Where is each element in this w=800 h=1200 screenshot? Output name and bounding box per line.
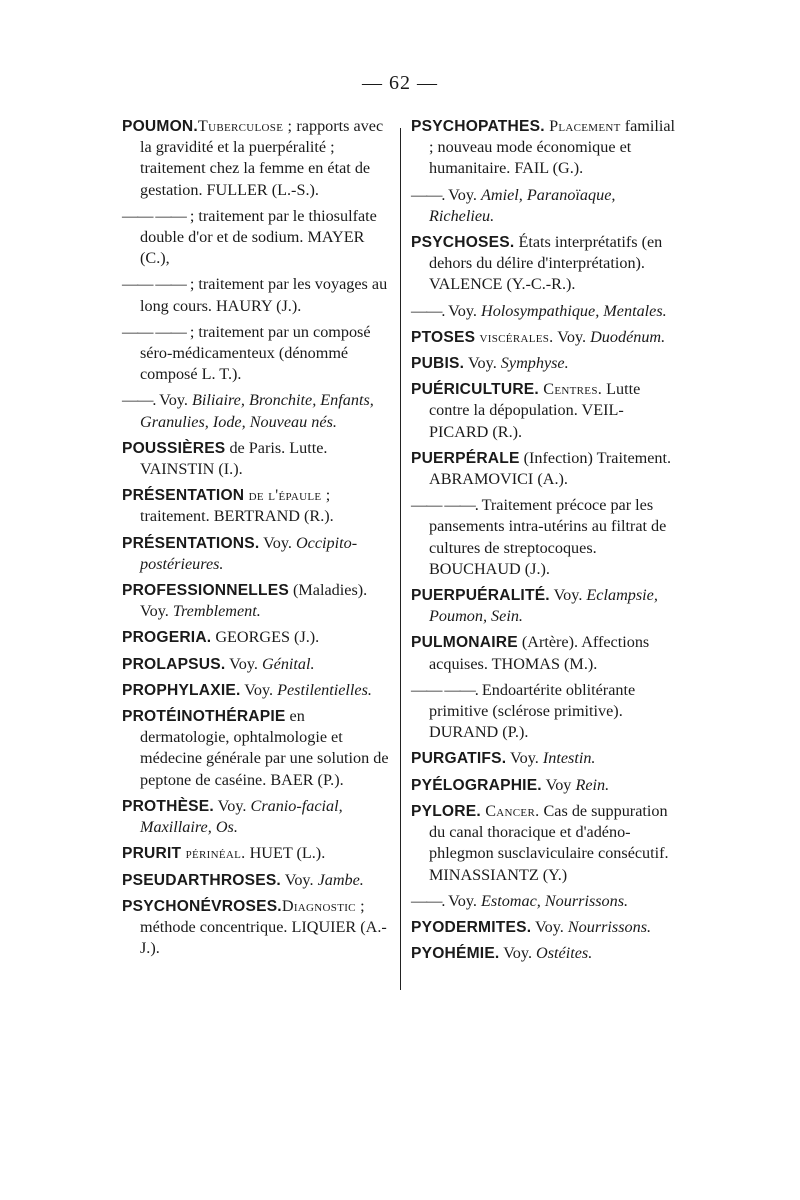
- entry-keyword: PROFESSIONNELLES: [122, 582, 289, 600]
- entry-subject: périnéal.: [181, 844, 246, 863]
- entry-text: (Artère). Affections acquises. THOMAS (M.).: [429, 633, 650, 673]
- entry-text: Voy.: [444, 891, 482, 910]
- index-entry: [122, 680, 390, 701]
- entry-dash: ——.: [411, 891, 445, 910]
- entry-text: en dermatologie, ophtalmologie et médecine générale par une solution de peptone de caséine. BAER (P.).: [140, 707, 389, 789]
- entry-subject: Diagnostic ;: [281, 896, 365, 915]
- entry-reference: Amiel, Paranoïaque, Richelieu.: [429, 185, 616, 225]
- index-entry: [122, 322, 390, 386]
- index-entry: [411, 448, 683, 490]
- entry-subject: de l'épaule ;: [244, 486, 331, 505]
- entry-text: Traitement précoce par les pansements intra-utérins au filtrat de cultures de streptocoques. BOUCHAUD (J.).: [429, 496, 667, 578]
- index-entry: [411, 632, 683, 674]
- entry-text: ; traitement par le thiosulfate double d'or et de sodium. MAYER (C.),: [140, 206, 377, 268]
- entry-text: Lutte contre la dépopulation. VEIL-PICARD (R.).: [429, 380, 641, 441]
- entry-text: ; traitement par les voyages au long cours. HAURY (J.).: [140, 275, 388, 315]
- entry-dash: —— ——.: [411, 496, 478, 515]
- column-divider: [400, 128, 401, 990]
- entry-dash: —— ——: [122, 322, 186, 341]
- left-column: [122, 116, 390, 964]
- index-entry: [122, 206, 390, 270]
- index-entry: [122, 485, 390, 527]
- entry-reference: Cranio-facial, Maxillaire, Os.: [140, 796, 343, 837]
- entry-reference: Symphyse.: [500, 354, 569, 373]
- entry-keyword: PSYCHOSES.: [411, 234, 515, 252]
- index-entry: [411, 232, 683, 296]
- entry-keyword: PYLORE.: [411, 802, 481, 820]
- entry-text: Voy.: [240, 680, 278, 699]
- entry-text: Voy.: [225, 654, 262, 673]
- index-entry: [411, 585, 683, 627]
- entry-text: ; traitement par un composé séro-médicamenteux (dénommé composé L. T.).: [140, 322, 371, 384]
- index-entry: [411, 379, 683, 443]
- entry-keyword: PRÉSENTATION: [122, 487, 245, 505]
- entry-text: Voy.: [155, 391, 193, 410]
- entry-text: GEORGES (J.).: [211, 628, 320, 647]
- entry-reference: Biliaire, Bronchite, Enfants, Granulies, Iode, Nouveau nés.: [140, 391, 374, 431]
- index-entry: [122, 706, 390, 791]
- entry-keyword: PSEUDARTHROSES.: [122, 871, 281, 889]
- entry-keyword: PUERPUÉRALITÉ.: [411, 587, 550, 605]
- entry-text: Cas de suppuration du canal thoracique et d'adéno-phlegmon susclaviculaire consécutif. MINASSIANTZ (Y.): [429, 801, 669, 884]
- entry-reference: Ostéites.: [536, 944, 593, 963]
- index-entry: [122, 654, 390, 675]
- entry-keyword: PROLAPSUS.: [122, 655, 226, 673]
- entry-keyword: POUMON.: [122, 118, 198, 135]
- entry-subject: Placement: [544, 117, 621, 135]
- index-entry: [122, 116, 390, 201]
- index-entry: [122, 580, 390, 622]
- entry-dash: ——.: [411, 301, 445, 320]
- entry-subject: Tuberculose ;: [197, 117, 293, 135]
- index-entry: [411, 891, 683, 912]
- entry-reference: Pestilentielles.: [277, 680, 372, 699]
- entry-keyword: PYOHÉMIE.: [411, 945, 500, 963]
- entry-keyword: PROTHÈSE.: [122, 797, 214, 815]
- index-entry: [411, 116, 683, 180]
- index-entry: [411, 327, 683, 348]
- entry-text: Voy.: [444, 301, 482, 320]
- entry-text: Voy.: [553, 327, 591, 346]
- entry-text: États interprétatifs (en dehors du délire d'interprétation). VALENCE (Y.-C.-R.).: [429, 233, 663, 294]
- entry-keyword: PSYCHOPATHES.: [411, 118, 545, 135]
- index-entry: [411, 748, 683, 769]
- index-entry: [122, 896, 390, 960]
- index-entry: [122, 796, 390, 838]
- entry-keyword: PULMONAIRE: [411, 634, 518, 652]
- index-entry: [411, 495, 683, 580]
- index-entry: [411, 917, 683, 938]
- entry-dash: —— ——: [122, 275, 186, 294]
- entry-reference: Eclampsie, Poumon, Sein.: [429, 586, 658, 626]
- entry-text: Endoartérite oblitérante primitive (sclérose primitive). DURAND (P.).: [429, 680, 636, 742]
- index-entry: [411, 801, 683, 886]
- entry-keyword: PRÉSENTATIONS.: [122, 534, 260, 552]
- entry-dash: ——.: [122, 391, 156, 410]
- entry-dash: —— ——.: [411, 680, 478, 699]
- entry-reference: Holosympathique, Mentales.: [481, 301, 667, 320]
- entry-reference: Occipito-postérieures.: [140, 533, 358, 573]
- entry-keyword: PROPHYLAXIE.: [122, 681, 241, 699]
- entry-reference: Génital.: [261, 654, 315, 673]
- entry-text: Voy.: [531, 917, 568, 936]
- entry-keyword: PROTÉINOTHÉRAPIE: [122, 708, 286, 726]
- index-entry: [122, 390, 390, 432]
- index-entry: [411, 353, 683, 374]
- entry-text: Voy: [541, 775, 576, 794]
- entry-text: Voy.: [499, 944, 537, 963]
- entry-text: traitement. BERTRAND (R.).: [140, 507, 334, 526]
- entry-text: Voy.: [259, 533, 296, 552]
- entry-text: de Paris. Lutte. VAINSTIN (I.).: [140, 438, 328, 479]
- entry-text: Voy.: [549, 586, 587, 605]
- entry-reference: Nourrissons.: [567, 917, 652, 936]
- entry-keyword: PUÉRICULTURE.: [411, 381, 539, 399]
- entry-keyword: POUSSIÈRES: [122, 439, 226, 457]
- index-entry: [411, 775, 683, 796]
- entry-keyword: PTOSES: [411, 328, 476, 346]
- page-number: — 62 —: [362, 72, 438, 94]
- entry-text: méthode concentrique. LIQUIER (A.-J.).: [140, 917, 387, 958]
- index-entry: [122, 274, 390, 316]
- index-entry: [411, 301, 683, 322]
- entry-dash: —— ——: [122, 206, 186, 225]
- entry-keyword: PSYCHONÉVROSES.: [122, 897, 282, 915]
- index-entry: [122, 627, 390, 648]
- right-column: [411, 116, 683, 969]
- entry-reference: Estomac, Nourrissons.: [481, 891, 629, 910]
- entry-reference: Duodénum.: [590, 327, 666, 346]
- entry-text: Voy.: [464, 354, 501, 373]
- entry-reference: Intestin.: [542, 749, 596, 768]
- index-entry: [122, 870, 390, 891]
- index-entry: [122, 533, 390, 575]
- entry-keyword: PURGATIFS.: [411, 750, 507, 768]
- entry-keyword: PYODERMITES.: [411, 918, 532, 936]
- entry-text: rapports avec la gravidité et la puerpéralité ; traitement chez la femme en état de gestation. FULLER (L.-S.).: [140, 117, 384, 199]
- entry-text: Voy.: [506, 749, 543, 768]
- index-entry: [411, 943, 683, 964]
- entry-text: Voy.: [213, 796, 251, 815]
- index-entry: [122, 438, 390, 480]
- entry-text: familial ; nouveau mode économique et humanitaire. FAIL (G.).: [429, 117, 676, 178]
- entry-keyword: PROGERIA.: [122, 629, 212, 647]
- entry-keyword: PYÉLOGRAPHIE.: [411, 776, 542, 794]
- entry-text: (Maladies). Voy.: [140, 581, 368, 621]
- entry-subject: Cancer.: [480, 801, 540, 820]
- entry-text: Voy.: [280, 870, 318, 889]
- entry-keyword: PUERPÉRALE: [411, 449, 520, 467]
- entry-dash: ——.: [411, 185, 445, 204]
- entry-reference: Tremblement.: [172, 602, 261, 621]
- entry-keyword: PUBIS.: [411, 355, 465, 373]
- entry-subject: viscérales.: [475, 327, 554, 346]
- index-entry: [411, 185, 683, 227]
- entry-subject: Centres.: [538, 380, 603, 399]
- entry-reference: Rein.: [575, 775, 610, 794]
- entry-text: Voy.: [444, 185, 482, 204]
- index-entry: [122, 843, 390, 864]
- entry-text: (Infection) Traitement. ABRAMOVICI (A.).: [429, 448, 672, 489]
- entry-reference: Jambe.: [317, 870, 364, 889]
- entry-keyword: PRURIT: [122, 845, 182, 863]
- entry-text: HUET (L.).: [245, 844, 326, 863]
- index-entry: [411, 680, 683, 744]
